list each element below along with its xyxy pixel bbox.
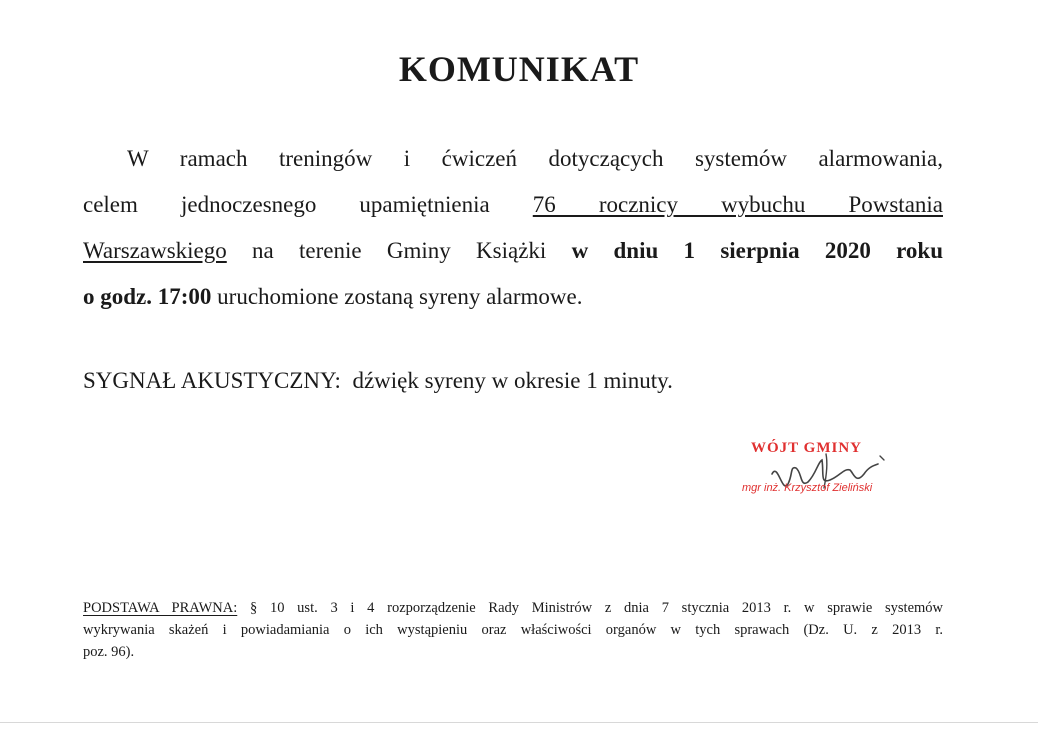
paragraph-text: uruchomione zostaną syreny alarmowe. xyxy=(211,284,583,309)
stamp-name: mgr inż. Krzysztof Zieliński xyxy=(742,482,873,494)
legal-basis-label: PODSTAWA PRAWNA: xyxy=(83,600,238,616)
anniversary-text-underlined-cont: Warszawskiego xyxy=(83,238,227,263)
time-bold: o godz. 17:00 xyxy=(83,284,212,309)
official-stamp xyxy=(740,436,910,506)
footnote-line-2: wykrywania skażeń i powiadamiania o ich wystąpieniu oraz właściwości organów w tych sprawach (Dz. U. z 2013 r. xyxy=(83,622,943,638)
signal-text: dźwięk syreny w okresie 1 minuty. xyxy=(352,368,673,393)
footnote-text: § 10 ust. 3 i 4 rozporządzenie Rady Ministrów z dnia 7 stycznia 2013 r. w sprawie systemów xyxy=(237,600,944,616)
footnote-line-1 xyxy=(83,597,943,619)
footnote-line-3: poz. 96). xyxy=(83,644,135,660)
legal-basis-footnote xyxy=(83,597,943,663)
anniversary-text-underlined: 76 rocznicy wybuchu Powstania xyxy=(532,192,943,217)
acoustic-signal-line xyxy=(83,368,673,394)
paragraph-line-1: W ramach treningów i ćwiczeń dotyczących systemów alarmowania, xyxy=(127,146,943,171)
paragraph-line-3 xyxy=(83,228,943,274)
page-title: KOMUNIKAT xyxy=(398,49,640,89)
paragraph-line-4 xyxy=(83,274,943,320)
signal-label: SYGNAŁ AKUSTYCZNY: xyxy=(83,368,341,393)
paragraph-text: celem jednoczesnego upamiętnienia xyxy=(83,192,533,217)
paragraph-line-2 xyxy=(83,182,943,228)
date-bold: w dniu 1 sierpnia 2020 roku xyxy=(571,238,944,263)
paragraph-text: na terenie Gminy Książki xyxy=(226,238,572,263)
page-bottom-divider xyxy=(0,722,1038,723)
announcement-paragraph xyxy=(83,136,943,320)
stamp-title: WÓJT GMINY xyxy=(751,440,862,456)
